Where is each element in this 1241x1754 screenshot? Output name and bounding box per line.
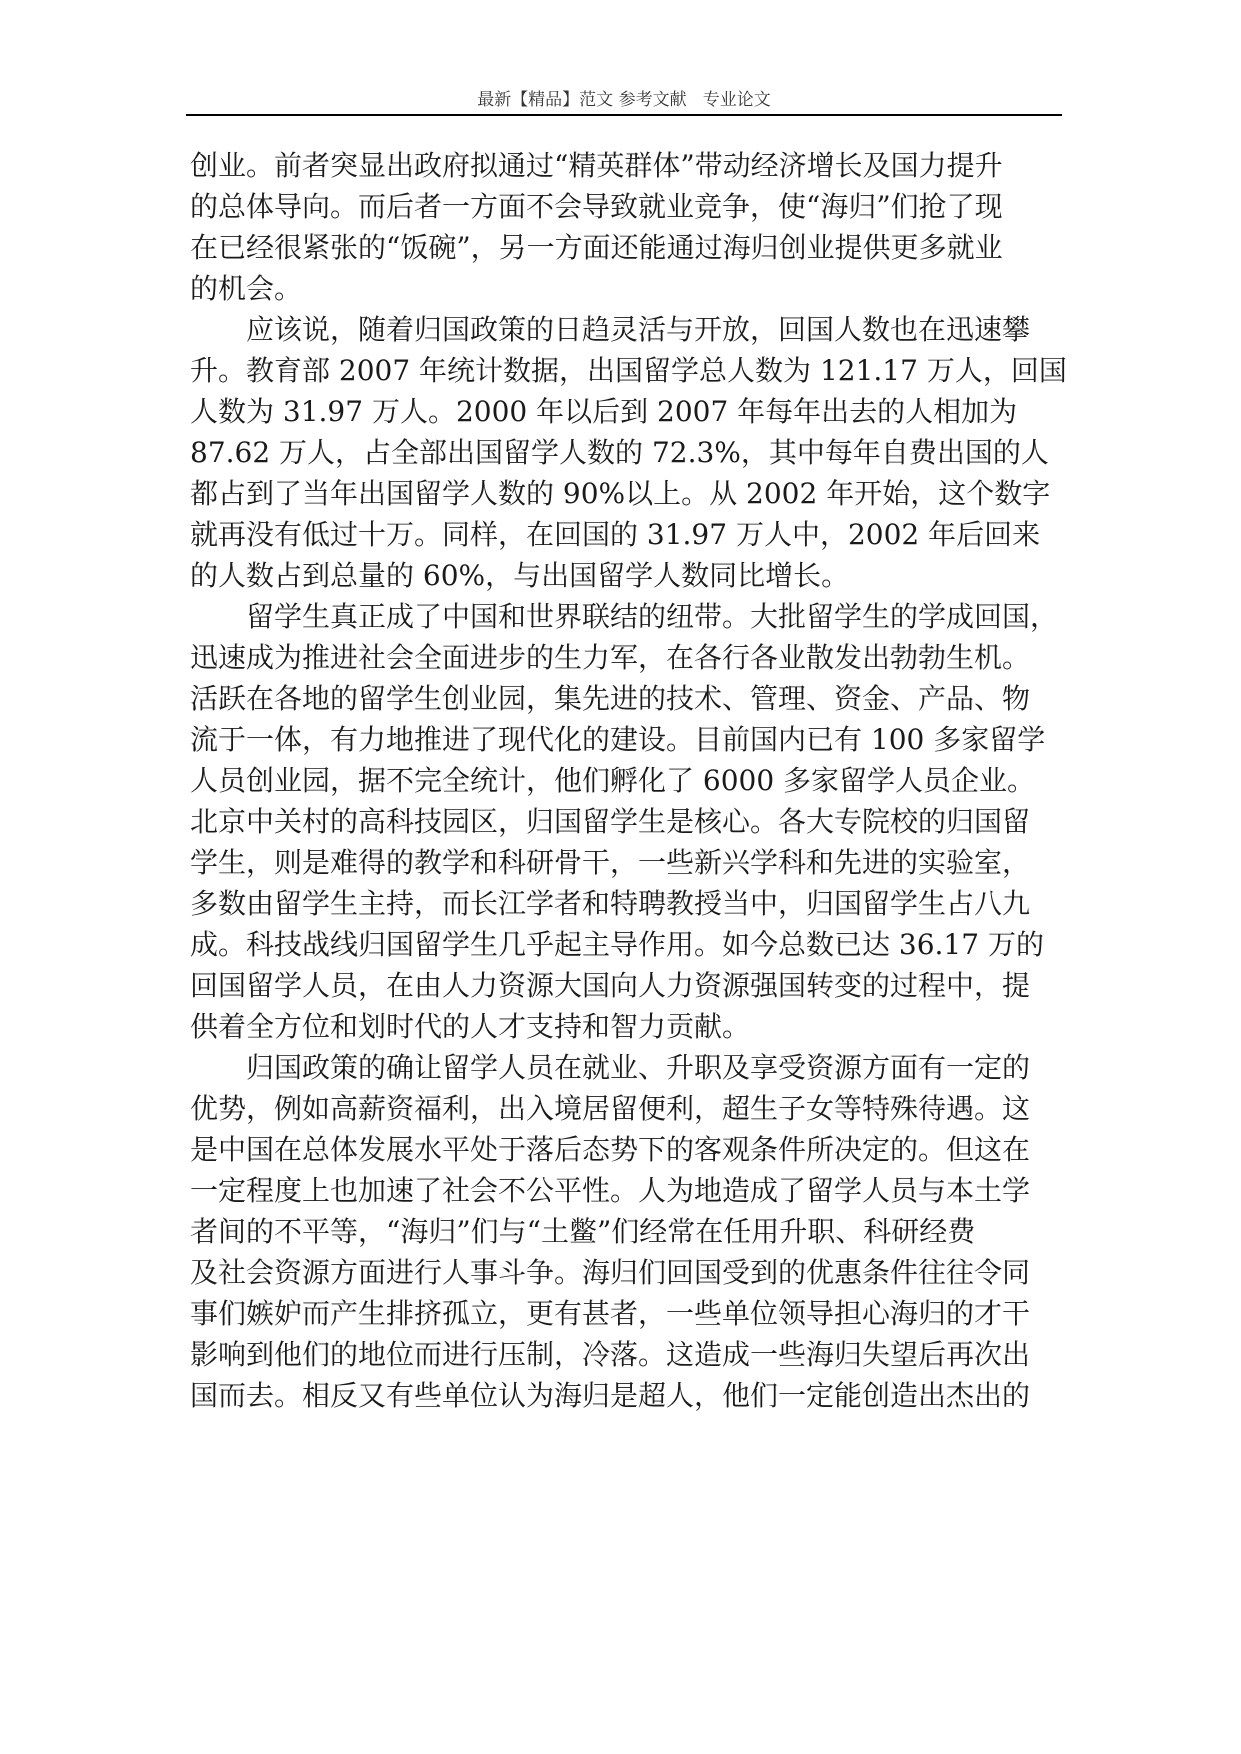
text-line: 的人数占到总量的 60%，与出国留学人数同比增长。	[190, 559, 850, 592]
text-line: 优势，例如高薪资福利，出入境居留便利，超生子女等特殊待遇。这	[190, 1092, 1031, 1125]
paragraph-first-line: 归国政策的确让留学人员在就业、升职及享受资源方面有一定的	[246, 1051, 1031, 1084]
text-line: 都占到了当年出国留学人数的 90%以上。从 2002 年开始，这个数字	[190, 477, 1051, 510]
text-line: 及社会资源方面进行人事斗争。海归们回国受到的优惠条件往往令同	[190, 1256, 1031, 1289]
text-line: 学生，则是难得的教学和科研骨干，一些新兴学科和先进的实验室，	[190, 846, 1031, 879]
text-line: 人员创业园，据不完全统计，他们孵化了 6000 多家留学人员企业。	[190, 764, 1036, 797]
page-header: 最新【精品】范文 参考文献 专业论文	[477, 90, 771, 110]
document-body	[190, 145, 1067, 1416]
text-line: 事们嫉妒而产生排挤孤立，更有甚者，一些单位领导担心海归的才干	[190, 1297, 1031, 1330]
text-line: 的机会。	[190, 272, 303, 305]
text-line: 升。教育部 2007 年统计数据，出国留学总人数为 121.17 万人，回国	[190, 354, 1067, 387]
paragraph-first-line: 留学生真正成了中国和世界联结的纽带。大批留学生的学成回国，	[246, 600, 1059, 633]
text-line: 一定程度上也加速了社会不公平性。人为地造成了留学人员与本土学	[190, 1174, 1031, 1207]
text-line: 北京中关村的高科技园区，归国留学生是核心。各大专院校的归国留	[190, 805, 1031, 838]
text-line: 国而去。相反又有些单位认为海归是超人，他们一定能创造出杰出的	[190, 1379, 1031, 1412]
text-line: 是中国在总体发展水平处于落后态势下的客观条件所决定的。但这在	[190, 1133, 1031, 1166]
text-line: 者间的不平等，“海归”们与“土鳖”们经常在任用升职、科研经费	[190, 1215, 976, 1248]
text-line: 流于一体，有力地推进了现代化的建设。目前国内已有 100 多家留学	[190, 723, 1046, 756]
text-line: 活跃在各地的留学生创业园，集先进的技术、管理、资金、产品、物	[190, 682, 1031, 715]
text-line: 在已经很紧张的“饭碗”，另一方面还能通过海归创业提供更多就业	[190, 231, 1003, 264]
text-line: 的总体导向。而后者一方面不会导致就业竞争，使“海归”们抢了现	[190, 190, 1003, 223]
text-line: 成。科技战线归国留学生几乎起主导作用。如今总数已达 36.17 万的	[190, 928, 1044, 961]
text-line: 创业。前者突显出政府拟通过“精英群体”带动经济增长及国力提升	[190, 149, 1003, 182]
text-line: 87.62 万人，占全部出国留学人数的 72.3%，其中每年自费出国的人	[190, 436, 1049, 469]
text-line: 迅速成为推进社会全面进步的生力军，在各行各业散发出勃勃生机。	[190, 641, 1031, 674]
header-divider	[186, 114, 1062, 116]
text-line: 供着全方位和划时代的人才支持和智力贡献。	[190, 1010, 751, 1043]
text-line: 回国留学人员，在由人力资源大国向人力资源强国转变的过程中，提	[190, 969, 1031, 1002]
text-line: 就再没有低过十万。同样，在回国的 31.97 万人中，2002 年后回来	[190, 518, 1041, 551]
paragraph-first-line: 应该说，随着归国政策的日趋灵活与开放，回国人数也在迅速攀	[246, 313, 1031, 346]
text-line: 多数由留学生主持，而长江学者和特聘教授当中，归国留学生占八九	[190, 887, 1031, 920]
text-line: 影响到他们的地位而进行压制，冷落。这造成一些海归失望后再次出	[190, 1338, 1031, 1371]
text-line: 人数为 31.97 万人。2000 年以后到 2007 年每年出去的人相加为	[190, 395, 1018, 428]
